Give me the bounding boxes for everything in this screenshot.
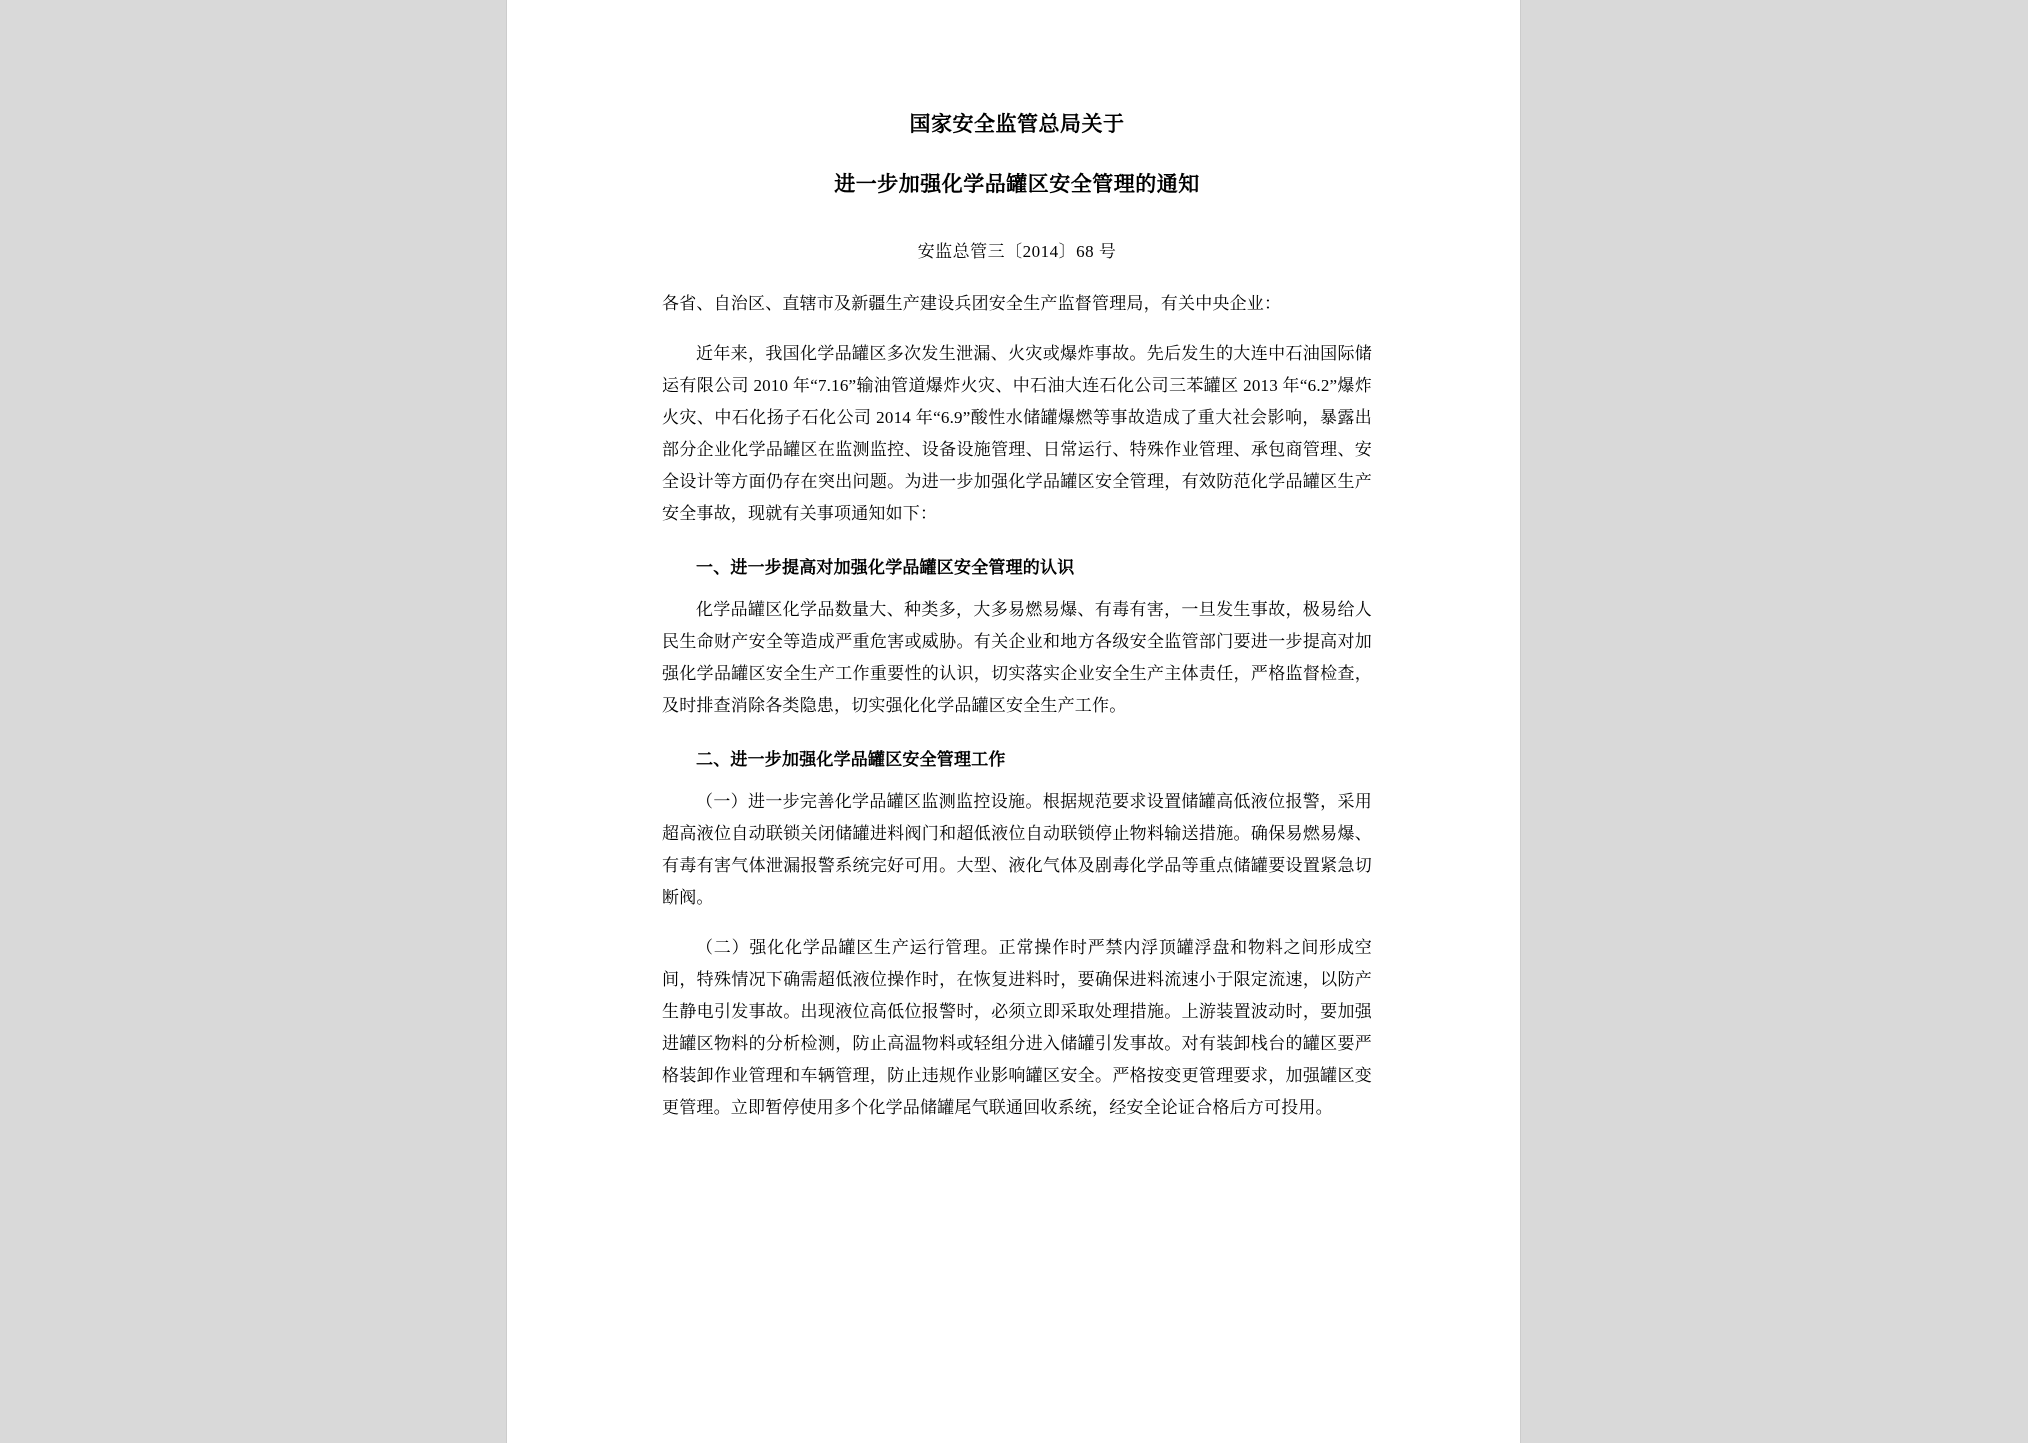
- section-2-paragraph-2: （二）强化化学品罐区生产运行管理。正常操作时严禁内浮顶罐浮盘和物料之间形成空间，特殊情况下确需超低液位操作时，在恢复进料时，要确保进料流速小于限定流速，以防产生静电引发事故。出现液位高低位报警时，必须立即采取处理措施。上游装置波动时，要加强进罐区物料的分析检测，防止高温物料或轻组分进入储罐引发事故。对有装卸栈台的罐区要严格装卸作业管理和车辆管理，防止违规作业影响罐区安全。严格按变更管理要求，加强罐区变更管理。立即暂停使用多个化学品储罐尾气联通回收系统，经安全论证合格后方可投用。: [662, 938, 1372, 1117]
- spacer: [662, 326, 1372, 338]
- section-2-paragraph-1: （一）进一步完善化学品罐区监测监控设施。根据规范要求设置储罐高低液位报警，采用超高液位自动联锁关闭储罐进料阀门和超低液位自动联锁停止物料输送措施。确保易燃易爆、有毒有害气体泄漏报警系统完好可用。大型、液化气体及剧毒化学品等重点储罐要设置紧急切断阀。: [662, 792, 1372, 907]
- document-page: [507, 0, 1520, 1443]
- document-title-line-1: 国家安全监管总局关于: [909, 113, 1125, 136]
- section-heading-1: 一、进一步提高对加强化学品罐区安全管理的认识: [696, 558, 1075, 577]
- section-heading-2: 二、进一步加强化学品罐区安全管理工作: [696, 750, 1006, 769]
- section-1-paragraph-1: 化学品罐区化学品数量大、种类多，大多易燃易爆、有毒有害，一旦发生事故，极易给人民生命财产安全等造成严重危害或威胁。有关企业和地方各级安全监管部门要进一步提高对加强化学品罐区安全生产工作重要性的认识，切实落实企业安全生产主体责任，严格监督检查，及时排查消除各类隐患，切实强化化学品罐区安全生产工作。: [662, 600, 1372, 715]
- page-content: [662, 95, 1372, 1130]
- addressee-line: 各省、自治区、直辖市及新疆生产建设兵团安全生产监督管理局，有关中央企业：: [662, 294, 1282, 313]
- spacer: [662, 920, 1372, 932]
- preamble-paragraph: 近年来，我国化学品罐区多次发生泄漏、火灾或爆炸事故。先后发生的大连中石油国际储运有限公司 2010 年“7.16”输油管道爆炸火灾、中石油大连石化公司三苯罐区 2013 年“6.2”爆炸火灾、中石化扬子石化公司 2014 年“6.9”酸性水储罐爆燃等事故造成了重大社会影响，暴露出部分企业化学品罐区在监测监控、设备设施管理、日常运行、特殊作业管理、承包商管理、安全设计等方面仍存在突出问题。为进一步加强化学品罐区安全管理，有效防范化学品罐区生产安全事故，现就有关事项通知如下：: [662, 344, 1372, 523]
- document-number: 安监总管三〔2014〕68 号: [917, 242, 1117, 261]
- document-title-line-2: 进一步加强化学品罐区安全管理的通知: [834, 173, 1200, 196]
